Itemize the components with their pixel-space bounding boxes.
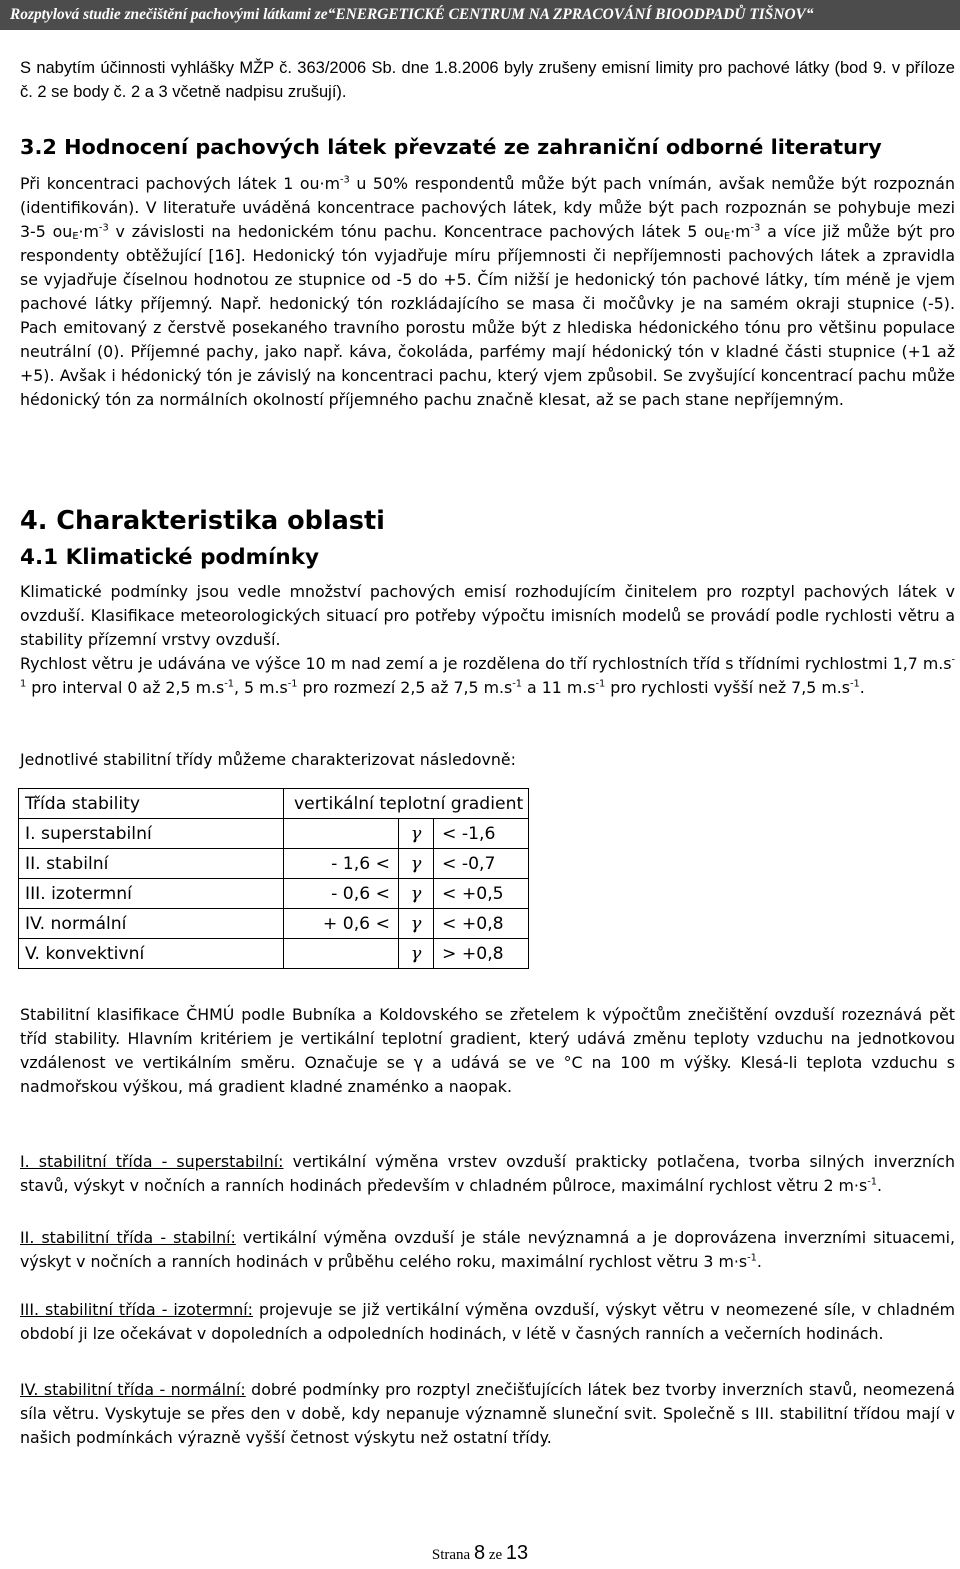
page-footer	[0, 1542, 960, 1565]
class-1-label: I. stabilitní třída - superstabilní:	[20, 1152, 284, 1171]
class-cell: V. konvektivní	[19, 939, 284, 969]
superscript: -1	[849, 678, 860, 690]
intro-paragraph: S nabytím účinnosti vyhlášky MŽP č. 363/2006 Sb. dne 1.8.2006 byly zrušeny emisní limity pro pachové látky (bod 9. v příloze č. 2 se body č. 2 a 3 včetně nadpisu zrušují).	[20, 59, 955, 101]
class-cell: IV. normální	[19, 909, 284, 939]
class-cell: III. izotermní	[19, 879, 284, 909]
upper-bound-cell: < -1,6	[434, 819, 529, 849]
text-run: ·m	[78, 222, 99, 241]
superscript: -1	[512, 678, 522, 690]
class-3-label: III. stabilitní třída - izotermní:	[20, 1300, 254, 1319]
text-run: u 50% respondentů může být pach vnímán, avšak nemůže být rozpoznán (identifikován). V literatuře uváděná koncentrace pachových látek, kdy může být pach rozpoznán se pohybuje mezi 3-5 ou	[20, 174, 955, 241]
table-row	[19, 909, 529, 939]
superscript: -3	[98, 222, 109, 234]
class-cell: I. superstabilní	[19, 819, 284, 849]
header-class: Třída stability	[19, 789, 284, 819]
table-header-row	[19, 789, 529, 819]
upper-bound-cell: < -0,7	[434, 849, 529, 879]
section-3-2-heading: 3.2 Hodnocení pachových látek převzaté ze zahraniční odborné literatury	[20, 135, 882, 159]
upper-bound-cell: < +0,5	[434, 879, 529, 909]
lower-bound-cell: - 0,6 <	[284, 879, 399, 909]
text-run: a 11 m.s	[522, 678, 596, 697]
page-total: 13	[505, 1542, 529, 1564]
class-cell: II. stabilní	[19, 849, 284, 879]
class-4-paragraph	[20, 1378, 955, 1450]
stability-table	[18, 788, 529, 969]
table-row	[19, 939, 529, 969]
footer-label: Strana	[431, 1547, 471, 1563]
table-row	[19, 849, 529, 879]
superscript: -1	[20, 654, 955, 690]
class-4-label: IV. stabilitní třída - normální:	[20, 1380, 246, 1399]
gamma-symbol: γ	[399, 849, 434, 879]
text-run: ·m	[730, 222, 751, 241]
subscript: E	[72, 230, 79, 242]
text-run: Při koncentraci pachových látek 1 ou·m	[20, 174, 340, 193]
text-run: v závislosti na hedonickém tónu pachu. Koncentrace pachových látek 5 ou	[108, 222, 724, 241]
superscript: -3	[750, 222, 761, 234]
class-2-label: II. stabilitní třída - stabilní:	[20, 1228, 236, 1247]
upper-bound-cell: < +0,8	[434, 909, 529, 939]
text-run: .	[876, 1176, 882, 1195]
section-4-1-heading: 4.1 Klimatické podmínky	[20, 545, 320, 570]
lower-bound-cell: - 1,6 <	[284, 849, 399, 879]
text-run: pro rychlosti vyšší než 7,5 m.s	[605, 678, 850, 697]
wind-speed-paragraph	[20, 652, 955, 700]
lower-bound-cell	[284, 939, 399, 969]
section-4-heading: 4. Charakteristika oblasti	[20, 506, 385, 536]
subscript: E	[723, 230, 731, 242]
gamma-symbol: γ	[399, 939, 434, 969]
class-3-paragraph	[20, 1298, 955, 1346]
section-3-2-paragraph	[20, 172, 955, 412]
text-run: .	[859, 678, 865, 697]
page-header: Rozptylová studie znečištění pachovými látkami ze“ENERGETICKÉ CENTRUM NA ZPRACOVÁNÍ BIOODPADŮ TIŠNOV“	[0, 0, 960, 30]
footer-of: ze	[488, 1547, 503, 1563]
gamma-symbol: γ	[399, 819, 434, 849]
gamma-symbol: γ	[399, 879, 434, 909]
superscript: -1	[595, 678, 606, 690]
superscript: -1	[224, 678, 234, 690]
climate-paragraph: Klimatické podmínky jsou vedle množství pachových emisí rozhodujícím činitelem pro rozptyl pachových látek v ovzduší. Klasifikace meteorologických situací pro potřeby výpočtu imisních modelů se provádí podle rychlosti větru a stability přízemní vrstvy ovzduší.	[20, 582, 955, 649]
superscript: -1	[747, 1252, 757, 1264]
text-run: pro rozmezí 2,5 až 7,5 m.s	[297, 678, 513, 697]
text-run: a více již může být pro respondenty obtěžující [16]. Hedonický tón vyjadřuje míru příjemnosti či nepříjemnosti pachových látek a zpravidla se vyjadřuje číselnou hodnotou ze stupnice od -5 do +5. Čím nižší je hedonický tón pachové látky, tím méně je vjem pachové látky příjemný. Např. hedonický tón rozkládajícího se masa či močůvky je na samém okraji stupnice (-5). Pach emitovaný z čerstvě posekaného travního porostu může být z hlediska hédonického tónu pro většinu populace neutrální (0). Příjemné pachy, jako např. káva, čokoláda, parfémy mají hédonický tón v kladné části stupnice (+1 až +5). Avšak i hédonický tón je závislý na koncentraci pachu, který vjem způsobil. Se zvyšující koncentrací pachu může hédonický tón za normálních okolností příjemného pachu značně klesat, až se pach stane nepříjemným.	[20, 222, 955, 409]
header-gradient: vertikální teplotní gradient	[284, 789, 529, 819]
lower-bound-cell	[284, 819, 399, 849]
text-run: projevuje se již vertikální výměna ovzduší, výskyt větru v neomezené síle, v chladném období ji lze očekávat v dopoledních a odpoledních hodinách, v létě v časných ranních a večerních hodinách.	[20, 1300, 955, 1343]
text-run: dobré podmínky pro rozptyl znečišťujících látek bez tvorby inverzních stavů, neomezená síla větru. Vyskytuje se přes den v době, kdy nepanuje významně sluneční svit. Společně s III. stabilitní třídou mají v našich podmínkách výrazně vyšší četnost výskytu než ostatní třídy.	[20, 1380, 955, 1447]
gamma-symbol: γ	[399, 909, 434, 939]
upper-bound-cell: > +0,8	[434, 939, 529, 969]
text-run: pro interval 0 až 2,5 m.s	[26, 678, 225, 697]
lower-bound-cell: + 0,6 <	[284, 909, 399, 939]
text-run: .	[756, 1252, 762, 1271]
classification-paragraph: Stabilitní klasifikace ČHMÚ podle Bubníka a Koldovského se zřetelem k výpočtům znečištění ovzduší rozeznává pět tříd stability. Hlavním kritériem je vertikální teplotní gradient, který udává změnu teploty vzduchu na jednotkovou vzdálenost ve vertikálním směru. Označuje se γ a udává se ve °C na 100 m výšky. Klesá-li teplota vzduchu s nadmořskou výškou, má gradient kladné znaménko a naopak.	[20, 1005, 955, 1096]
text-run: Rychlost větru je udávána ve výšce 10 m nad zemí a je rozdělena do tří rychlostních tříd s třídními rychlostmi 1,7 m.s	[20, 654, 952, 673]
page-number: 8	[473, 1542, 486, 1564]
superscript: -1	[867, 1176, 877, 1188]
table-row	[19, 819, 529, 849]
class-2-paragraph	[20, 1226, 955, 1274]
class-1-paragraph	[20, 1150, 955, 1198]
stability-intro: Jednotlivé stabilitní třídy můžeme charakterizovat následovně:	[20, 750, 516, 769]
text-run: vertikální výměna vrstev ovzduší prakticky potlačena, tvorba silných inverzních stavů, výskyt v nočních a ranních hodinách především v chladném půlroce, maximální rychlost větru 2 m·s	[20, 1152, 955, 1195]
superscript: -1	[287, 678, 298, 690]
text-run: vertikální výměna ovzduší je stále nevýznamná a je doprovázena inverzními situacemi, výskyt v nočních a ranních hodinách v průběhu celého roku, maximální rychlost větru 3 m·s	[20, 1228, 956, 1271]
superscript: -3	[339, 174, 350, 186]
table-row	[19, 879, 529, 909]
text-run: , 5 m.s	[233, 678, 288, 697]
